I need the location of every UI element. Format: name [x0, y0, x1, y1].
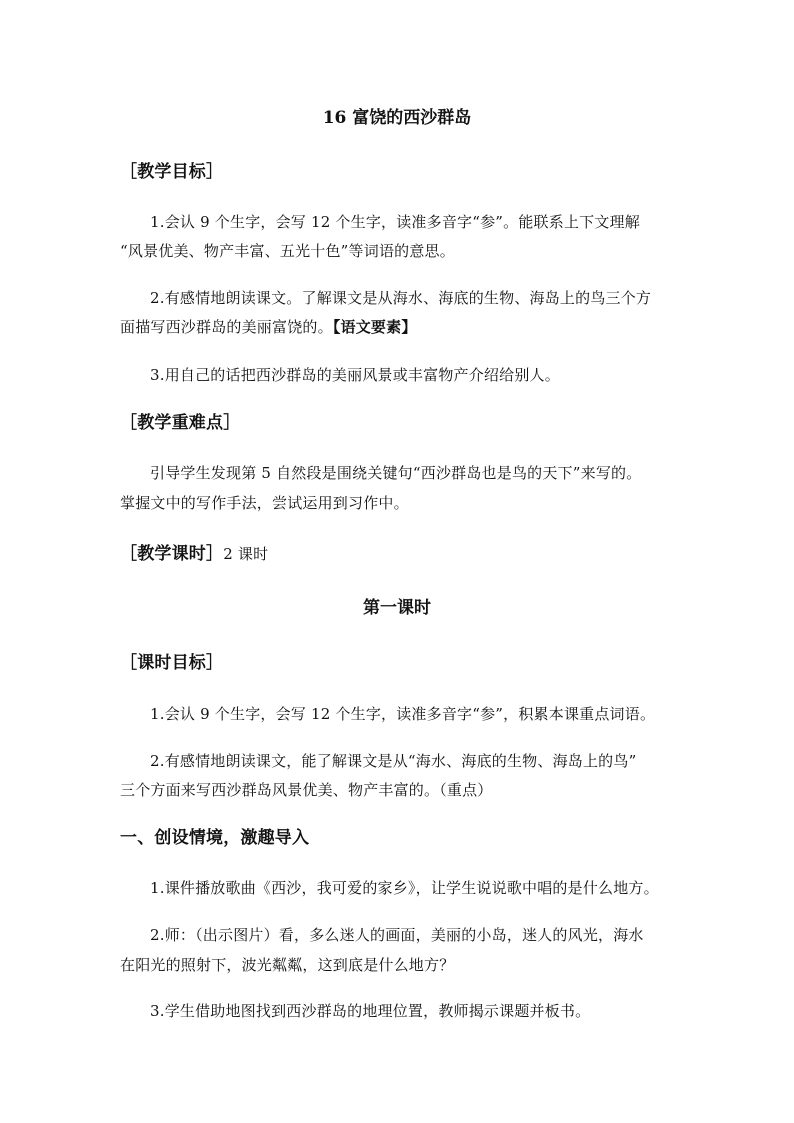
goal-2-tag: 【语文要素】 [332, 318, 417, 336]
lesson-goals-heading: ［课时目标］ [120, 653, 224, 673]
hours-heading: ［教学课时］ [120, 544, 224, 564]
goal-2-text: 面描写西沙群岛的美丽富饶的。 [120, 318, 333, 336]
keypoints-line-2: 掌握文中的写作手法，尝试运用到习作中。 [120, 494, 409, 512]
goal-2-line-2 [120, 316, 680, 338]
section-1-heading: 一、创设情境，激趣导入 [120, 828, 310, 848]
section-1-item-2-line-1: 2.师：（出示图片）看，多么迷人的画面，美丽的小岛，迷人的风光，海水 [150, 926, 644, 944]
goals-heading: ［教学目标］ [120, 162, 224, 182]
hours-value: 2 课时 [223, 545, 269, 563]
page-title: 16 富饶的西沙群岛 [322, 108, 472, 128]
section-1-item-3: 3.学生借助地图找到西沙群岛的地理位置，教师揭示课题并板书。 [150, 1002, 591, 1020]
lesson-goal-2-line-2: 三个方面来写西沙群岛风景优美、物产丰富的。（重点） [120, 781, 493, 799]
keypoints-line-1: 引导学生发现第 5 自然段是围绕关键句“西沙群岛也是鸟的天下”来写的。 [150, 464, 642, 482]
lesson-goal-2-line-1: 2.有感情地朗读课文，能了解课文是从“海水、海底的生物、海岛上的鸟” [150, 752, 637, 770]
lesson-goal-1: 1.会认 9 个生字，会写 12 个生字，读准多音字“参”，积累本课重点词语。 [150, 705, 656, 723]
hours-row [120, 542, 680, 566]
goal-2-line-1: 2.有感情地朗读课文。了解课文是从海水、海底的生物、海岛上的鸟三个方 [150, 289, 652, 307]
section-1-item-1: 1.课件播放歌曲《西沙，我可爱的家乡》，让学生说说歌中唱的是什么地方。 [150, 879, 659, 897]
section-1-item-2-line-2: 在阳光的照射下，波光粼粼，这到底是什么地方？ [120, 956, 455, 974]
keypoints-heading: ［教学重难点］ [120, 413, 241, 433]
lesson-title: 第一课时 [363, 598, 431, 618]
goal-1-line-1: 1.会认 9 个生字，会写 12 个生字，读准多音字“参”。能联系上下文理解 [150, 213, 640, 231]
goal-1-line-2: “风景优美、物产丰富、五光十色”等词语的意思。 [120, 242, 455, 260]
goal-3: 3.用自己的话把西沙群岛的美丽风景或丰富物产介绍给别人。 [150, 366, 560, 384]
